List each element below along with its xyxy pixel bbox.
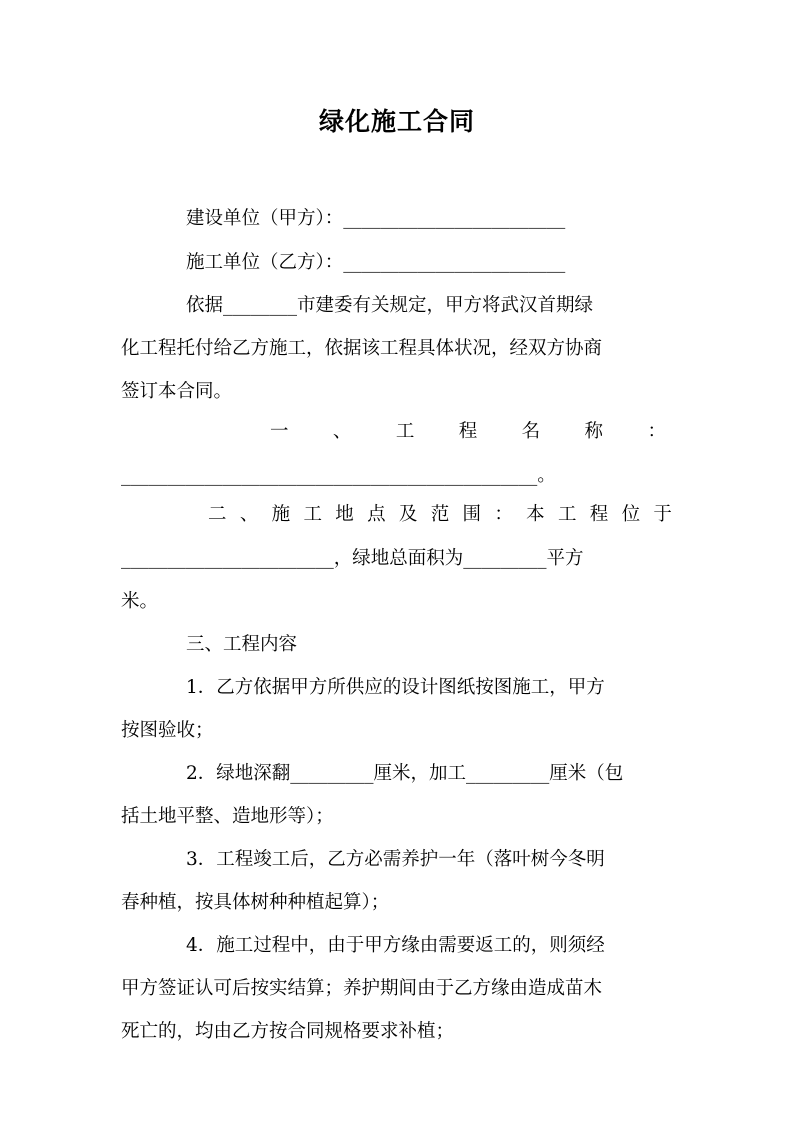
section-2-char: 范 xyxy=(430,504,450,525)
section-2-char: 程 xyxy=(589,504,609,525)
party-a-line: 建设单位（甲方）：________________________ xyxy=(186,208,566,229)
item-4-line-2: 甲方签证认可后按实结算；养护期间由于乙方缘由造成苗木 xyxy=(121,978,603,999)
section-2-char: 位 xyxy=(621,504,641,525)
section-2-char: 围 xyxy=(462,504,482,525)
section-2-char: 地 xyxy=(335,504,354,525)
item-2-line-1: 2．绿地深翻_________厘米，加工_________厘米（包 xyxy=(186,763,624,784)
section-2-line-2: _______________________，绿地总面积为_________平方 xyxy=(121,548,584,569)
section-3-heading: 三、工程内容 xyxy=(186,634,298,655)
section-2-char: 及 xyxy=(398,504,418,525)
section-2-char: 本 xyxy=(526,504,545,525)
section-1-char: 称 xyxy=(584,421,604,442)
section-1-char: 名 xyxy=(521,421,541,442)
item-1-line-1: 1．乙方依据甲方所供应的设计图纸按图施工，甲方 xyxy=(186,677,605,698)
section-1-char: 工 xyxy=(395,421,415,442)
section-1-blank-line: _____________________________________________。 xyxy=(121,465,556,486)
section-2-char: 施 xyxy=(271,504,291,525)
party-b-line: 施工单位（乙方）：________________________ xyxy=(186,252,566,273)
section-1-char: 程 xyxy=(458,421,478,442)
section-1-char: 、 xyxy=(332,421,352,442)
item-3-line-1: 3．工程竣工后，乙方必需养护一年（落叶树今冬明 xyxy=(186,849,605,870)
item-1-line-2: 按图验收； xyxy=(121,720,214,741)
document-title: 绿化施工合同 xyxy=(318,107,475,136)
section-2-heading xyxy=(208,502,672,528)
intro-line-2: 化工程托付给乙方施工，依据该工程具体状况，经双方协商 xyxy=(121,338,603,359)
intro-line-3: 签订本合同。 xyxy=(121,381,233,402)
section-2-char: ： xyxy=(494,504,513,525)
section-1-heading xyxy=(270,419,666,445)
intro-line-1: 依据________市建委有关规定，甲方将武汉首期绿 xyxy=(186,295,594,316)
section-2-char: 工 xyxy=(557,504,577,525)
section-2-char: 于 xyxy=(653,504,672,525)
item-2-line-2: 括土地平整、造地形等）； xyxy=(121,806,334,827)
item-4-line-1: 4．施工过程中，由于甲方缘由需要返工的，则须经 xyxy=(186,935,605,956)
section-2-char: 工 xyxy=(303,504,322,525)
section-2-char: 、 xyxy=(239,504,259,525)
section-1-char: ： xyxy=(647,421,666,442)
section-2-char: 二 xyxy=(208,504,227,525)
item-3-line-2: 春种植，按具体树种种植起算）； xyxy=(121,892,390,913)
item-4-line-3: 死亡的，均由乙方按合同规格要求补植； xyxy=(121,1021,455,1042)
section-2-line-3: 米。 xyxy=(121,591,159,612)
section-2-char: 点 xyxy=(367,504,386,525)
section-1-char: 一 xyxy=(270,421,289,442)
